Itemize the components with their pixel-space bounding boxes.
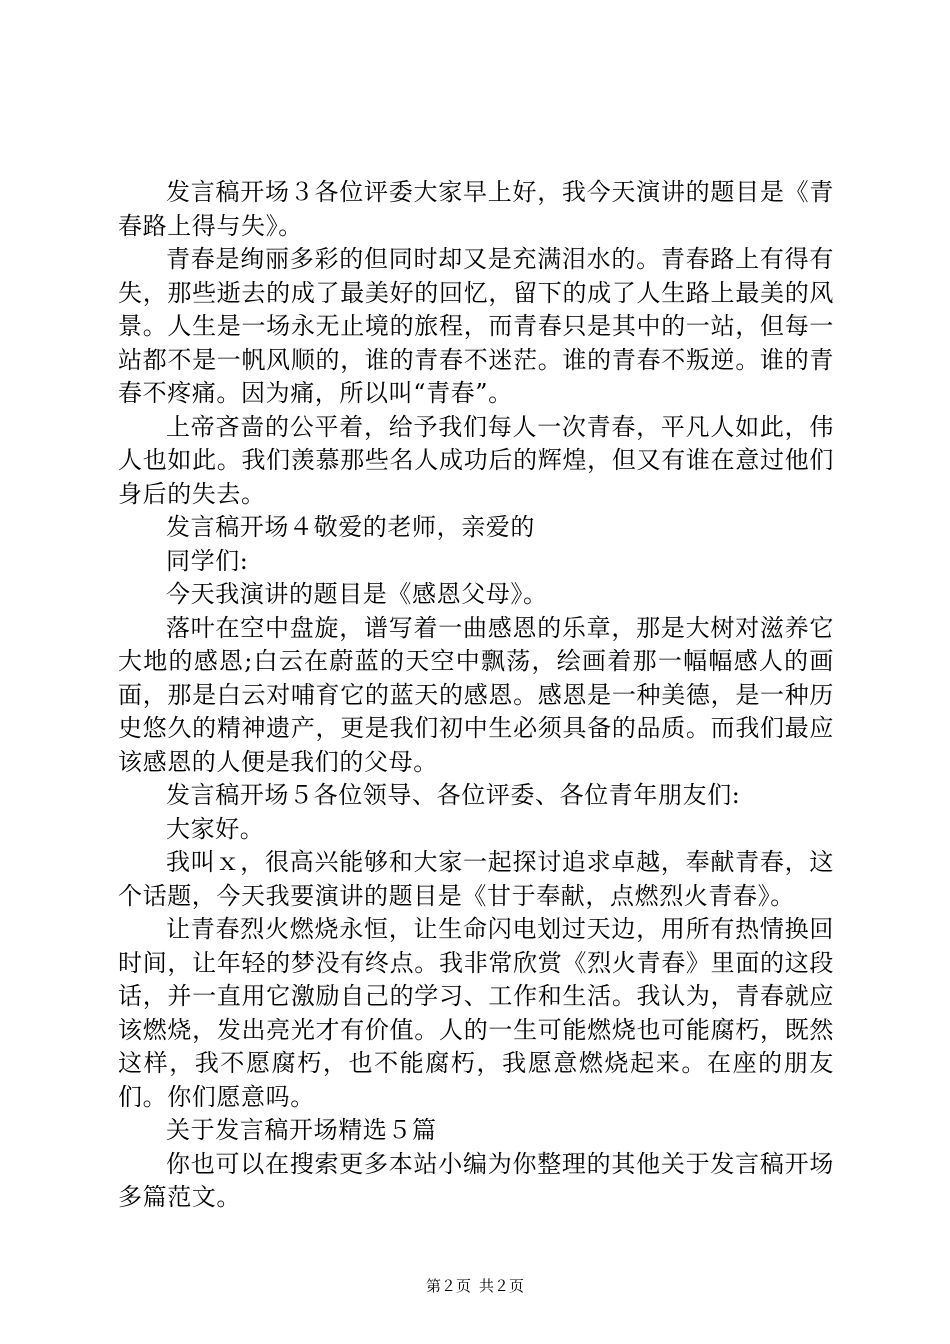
paragraph-burning-youth: 让青春烈火燃烧永恒，让生命闪电划过天边，用所有热情换回时间，让年轻的梦没有终点。我非常欣赏《烈火青春》里面的这段话，并一直用它激励自己的学习、工作和生活。我认为，青春就应该燃烧，发出亮光才有价值。人的一生可能燃烧也可能腐朽，既然这样，我不愿腐朽，也不能腐朽，我愿意燃烧起来。在座的朋友们。你们愿意吗。 bbox=[118, 915, 834, 1111]
paragraph-speech-5-opening: 发言稿开场５各位领导、各位评委、各位青年朋友们: bbox=[166, 781, 741, 809]
paragraph-speech-3-opening: 发言稿开场３各位评委大家早上好，我今天演讲的题目是《青春路上得与失》。 bbox=[118, 178, 834, 240]
page-number: 第２页 bbox=[425, 1277, 471, 1295]
paragraph-collection-title: 关于发言稿开场精选５篇 bbox=[166, 1116, 437, 1144]
paragraph-speech-4-opening: 发言稿开场４敬爱的老师，亲爱的 bbox=[166, 513, 535, 541]
paragraph-gratitude: 落叶在空中盘旋，谱写着一曲感恩的乐章，那是大树对滋养它大地的感恩;白云在蔚蓝的天空中飘荡，绘画着那一幅幅感人的画面，那是白云对哺育它的蓝天的感恩。感恩是一种美德，是一种历史悠久的精神遗产，更是我们初中生必须具备的品质。而我们最应该感恩的人便是我们的父母。 bbox=[118, 613, 834, 776]
document-body bbox=[118, 176, 834, 1215]
page-footer bbox=[0, 1276, 950, 1296]
paragraph-youth-gain-loss: 青春是绚丽多彩的但同时却又是充满泪水的。青春路上有得有失，那些逝去的成了最美好的回忆，留下的成了人生路上最美的风景。人生是一场永无止境的旅程，而青春只是其中的一站，但每一站都不是一帆风顺的，谁的青春不迷茫。谁的青春不叛逆。谁的青春不疼痛。因为痛，所以叫“青春”。 bbox=[118, 245, 834, 407]
paragraph-fairness: 上帝吝啬的公平着，给予我们每人一次青春，平凡人如此，伟人也如此。我们羡慕那些名人成功后的辉煌，但又有谁在意过他们身后的失去。 bbox=[118, 412, 834, 508]
paragraph-speech-5-topic: 我叫ｘ，很高兴能够和大家一起探讨追求卓越，奉献青春，这个话题，今天我要演讲的题目是《甘于奉献，点燃烈火青春》。 bbox=[118, 848, 834, 910]
paragraph-more-articles: 你也可以在搜索更多本站小编为你整理的其他关于发言稿开场多篇范文。 bbox=[118, 1149, 834, 1211]
paragraph-greeting: 大家好。 bbox=[166, 814, 265, 843]
paragraph-speech-4-topic: 今天我演讲的题目是《感恩父母》。 bbox=[166, 580, 548, 608]
page-total: 共２页 bbox=[479, 1277, 525, 1295]
paragraph-classmates: 同学们: bbox=[166, 546, 249, 575]
